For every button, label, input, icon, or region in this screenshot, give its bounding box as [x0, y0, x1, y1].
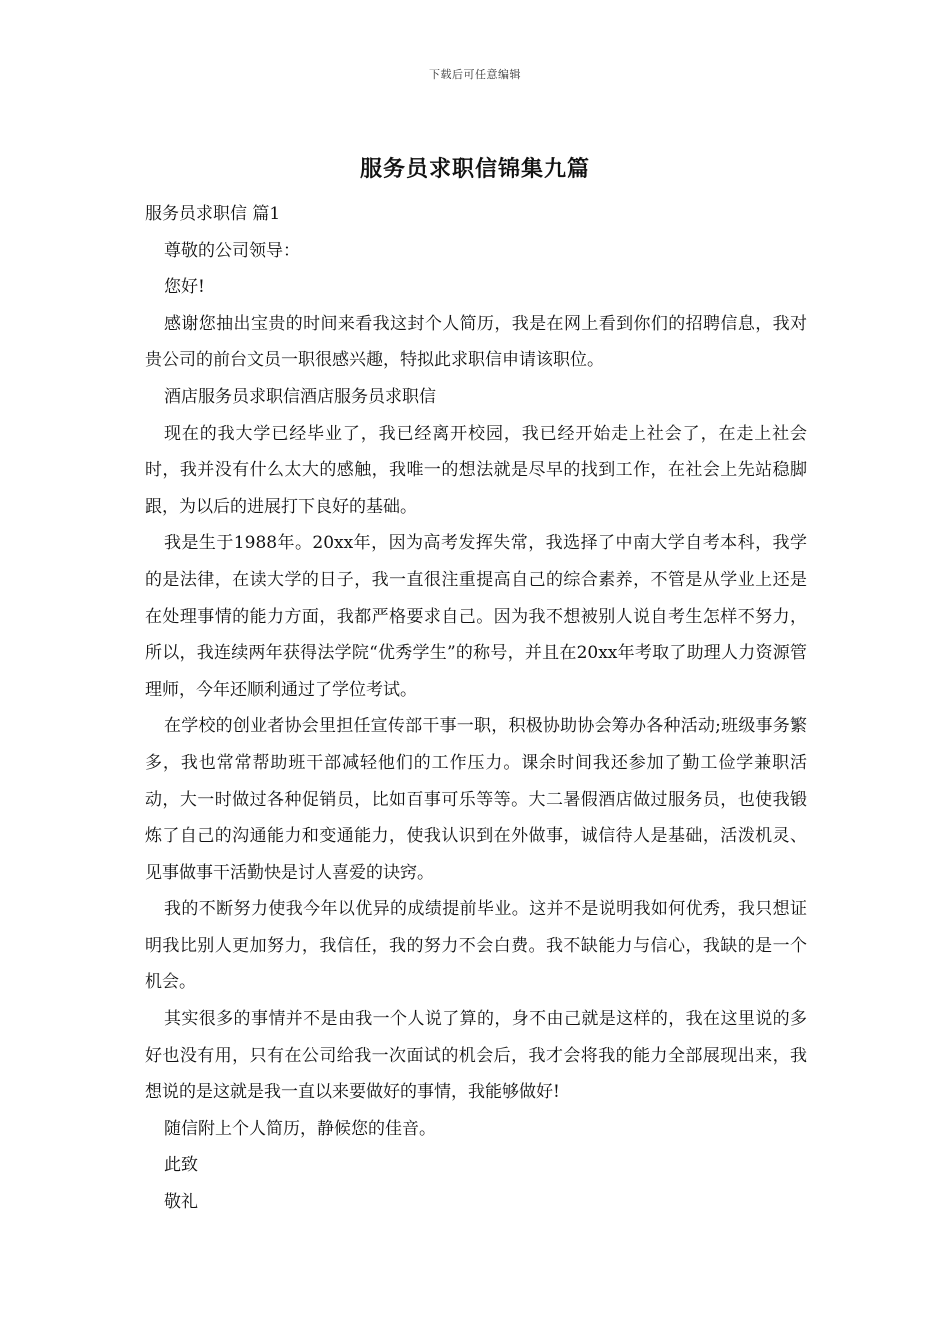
- document-body: [145, 196, 807, 1221]
- greeting: 您好!: [164, 277, 205, 298]
- body-paragraph: 其实很多的事情并不是由我一个人说了算的，身不由己就是这样的，我在这里说的多好也没有用，只有在公司给我一次面试的机会后，我才会将我的能力全部展现出来，我想说的是这就是我一直以来要做好的事情，我能够做好!: [145, 1009, 807, 1103]
- body-paragraph: 在学校的创业者协会里担任宣传部干事一职，积极协助协会筹办各种活动;班级事务繁多，我也常常帮助班干部减轻他们的工作压力。课余时间我还参加了勤工俭学兼职活动，大一时做过各种促销员，比如百事可乐等等。大二暑假酒店做过服务员，也使我锻炼了自己的沟通能力和变通能力，使我认识到在外做事，诚信待人是基础，活泼机灵、见事做事干活勤快是讨人喜爱的诀窍。: [145, 716, 807, 883]
- body-paragraph: 感谢您抽出宝贵的时间来看我这封个人简历，我是在网上看到你们的招聘信息，我对贵公司的前台文员一职很感兴趣，特拟此求职信申请该职位。: [145, 313, 807, 371]
- closing-salute: 敬礼: [164, 1192, 198, 1213]
- body-paragraph: 酒店服务员求职信酒店服务员求职信: [164, 386, 436, 407]
- body-paragraph: 我是生于1988年。20xx年，因为高考发挥失常，我选择了中南大学自考本科，我学的是法律，在读大学的日子，我一直很注重提高自己的综合素养，不管是从学业上还是在处理事情的能力方面，我都严格要求自己。因为我不想被别人说自考生怎样不努力，所以，我连续两年获得法学院“优秀学生”的称号，并且在20xx年考取了助理人力资源管理师，今年还顺利通过了学位考试。: [145, 533, 807, 700]
- body-paragraph: 我的不断努力使我今年以优异的成绩提前毕业。这并不是说明我如何优秀，我只想证明我比别人更加努力，我信任，我的努力不会白费。我不缺能力与信心，我缺的是一个机会。: [145, 899, 807, 993]
- body-paragraph: 随信附上个人简历，静候您的佳音。: [164, 1118, 436, 1139]
- closing-line: 此致: [164, 1155, 198, 1176]
- document-title: 服务员求职信锦集九篇: [359, 156, 590, 182]
- salutation: 尊敬的公司领导：: [164, 240, 300, 261]
- header-note: 下载后可任意编辑: [429, 68, 521, 81]
- section-heading: 服务员求职信 篇1: [145, 204, 281, 224]
- body-paragraph: 现在的我大学已经毕业了，我已经离开校园，我已经开始走上社会了，在走上社会时，我并没有什么太大的感触，我唯一的想法就是尽早的找到工作，在社会上先站稳脚跟，为以后的进展打下良好的基础。: [145, 423, 807, 517]
